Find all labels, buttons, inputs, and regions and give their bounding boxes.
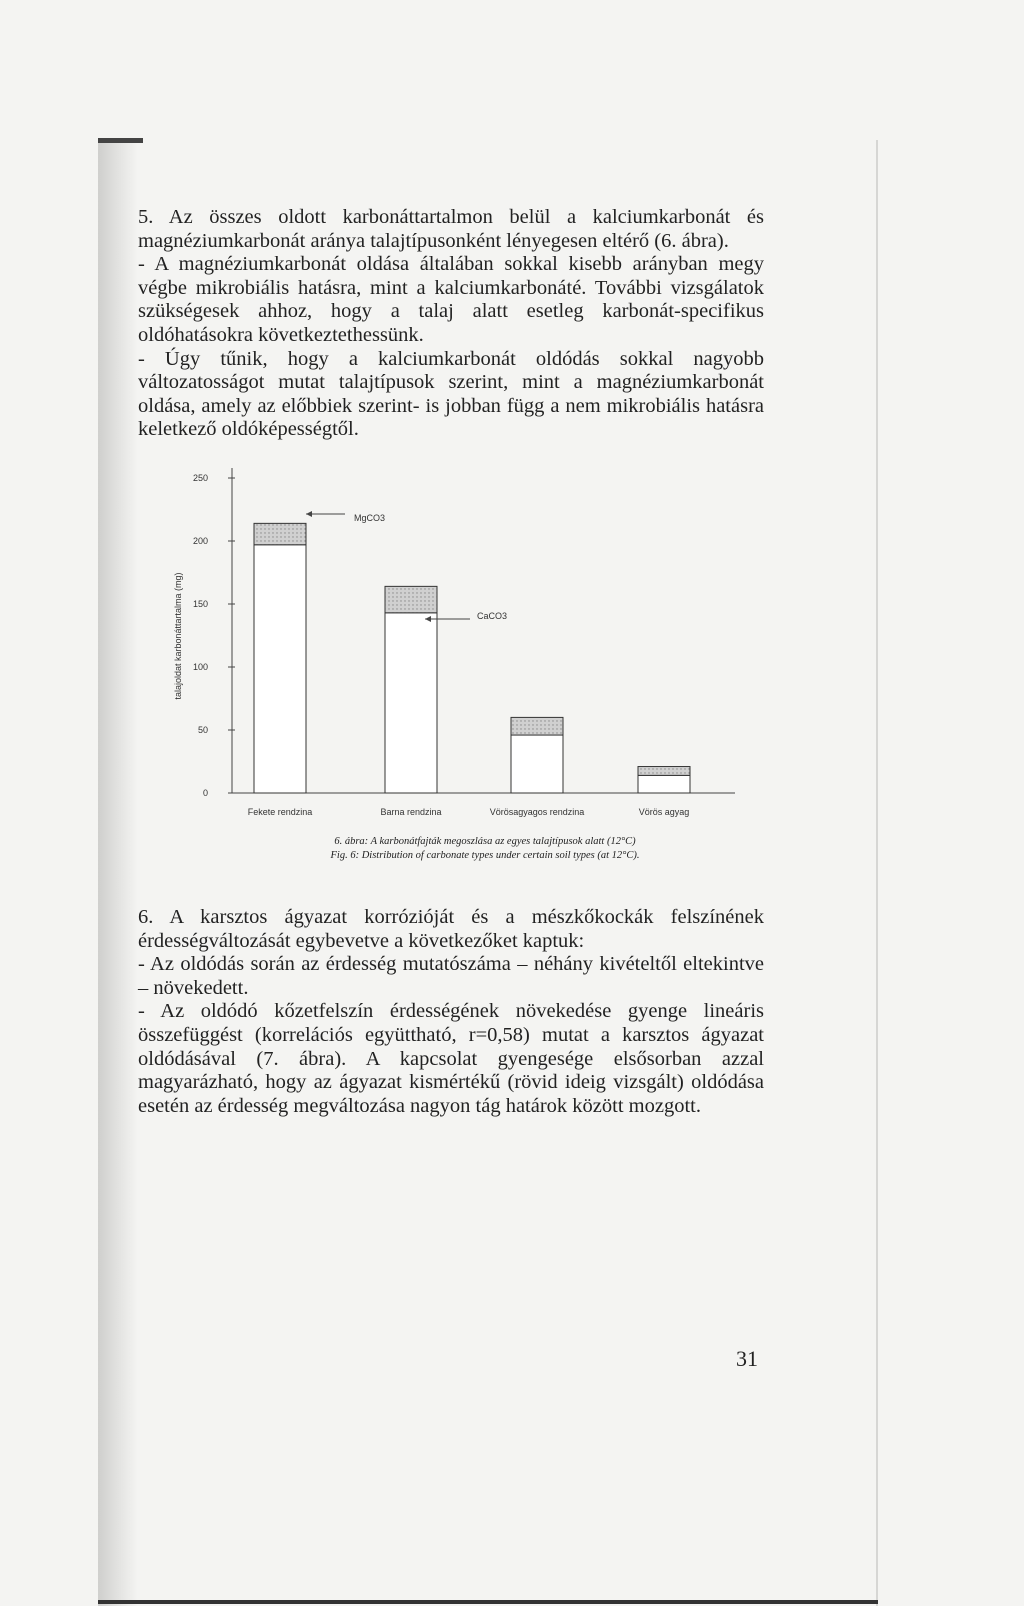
bar-mgco3-2 <box>385 586 437 612</box>
mgco3-arrow-head <box>306 511 312 517</box>
x-tick-label: Vörös agyag <box>638 807 690 817</box>
bar-caco3-1 <box>254 545 306 793</box>
page-number: 31 <box>736 1346 758 1371</box>
caco3-annotation: CaCO3 <box>477 611 508 621</box>
bar-caco3-2 <box>385 613 437 793</box>
bar-mgco3-3 <box>511 717 563 735</box>
mgco3-annotation: MgCO3 <box>354 513 386 523</box>
y-tick-label: 0 <box>202 788 208 798</box>
caption-english: Fig. 6: Distribution of carbonate types under certain soil types (at 12°C). <box>330 850 640 861</box>
page-edge-bottom <box>98 1600 878 1604</box>
x-tick-label: Barna rendzina <box>380 807 442 817</box>
y-tick-label: 100 <box>192 662 208 672</box>
bar-mgco3-4 <box>638 767 690 776</box>
paragraph-6: 6. A karsztos ágyazat korrózióját és a mészkőkockák felszínének érdességváltozását egybevetve a következőket kaptuk: - Az oldódás során az érdesség mutatószáma – néhány kivételtől eltekintve – növekedett. - Az oldódó kőzetfelszín érdességének növekedése gyenge lineáris összefüggést (korrelációs együttható, r=0,58) mutat a karsztos ágyazat oldódásával (7. ábra). A kapcsolat gyengesége elsősorban azzal magyarázható, hogy az ágyazat kismértékű (rövid ideig vizsgált) oldódása esetén az érdesség megváltozása nagyon tág határok között mozgott. <box>138 906 764 1117</box>
y-tick-label: 250 <box>192 473 208 483</box>
paragraph-5: 5. Az összes oldott karbonáttartalmon belül a kalciumkarbonát és magnéziumkarbonát aránya talajtípusonként lényegesen eltérő (6. ábra). - A magnéziumkarbonát oldása általában sokkal kisebb arányban megy végbe mikrobiális hatásra, mint a kalciumkarbonáté. További vizsgálatok szükségesek ahhoz, hogy a talaj alatt esetleg karbonát-specifikus oldóhatásokra következtethessünk. - Úgy tűnik, hogy a kalciumkarbonát oldódás sokkal nagyobb változatosságot mutat talajtípusok szerint, mint a magnéziumkarbonát oldása, amely az előbbiek szerint- is jobban függ a nem mikrobiális hatásra keletkező oldóképességtől. <box>138 206 764 441</box>
y-axis-label: talajoldat karbonáttartalma (mg) <box>173 572 183 700</box>
y-tick-label: 200 <box>192 536 208 546</box>
x-tick-label: Vörösagyagos rendzina <box>489 807 585 817</box>
bar-caco3-4 <box>638 775 690 793</box>
x-tick-label: Fekete rendzina <box>247 807 313 817</box>
figure-caption <box>250 835 720 863</box>
bar-caco3-3 <box>511 735 563 793</box>
y-tick-label: 150 <box>192 599 208 609</box>
y-tick-label: 50 <box>197 725 208 735</box>
bar-mgco3-1 <box>254 523 306 544</box>
caption-hungarian: 6. ábra: A karbonátfajták megoszlása az egyes talajtípusok alatt (12°C) <box>334 836 636 847</box>
